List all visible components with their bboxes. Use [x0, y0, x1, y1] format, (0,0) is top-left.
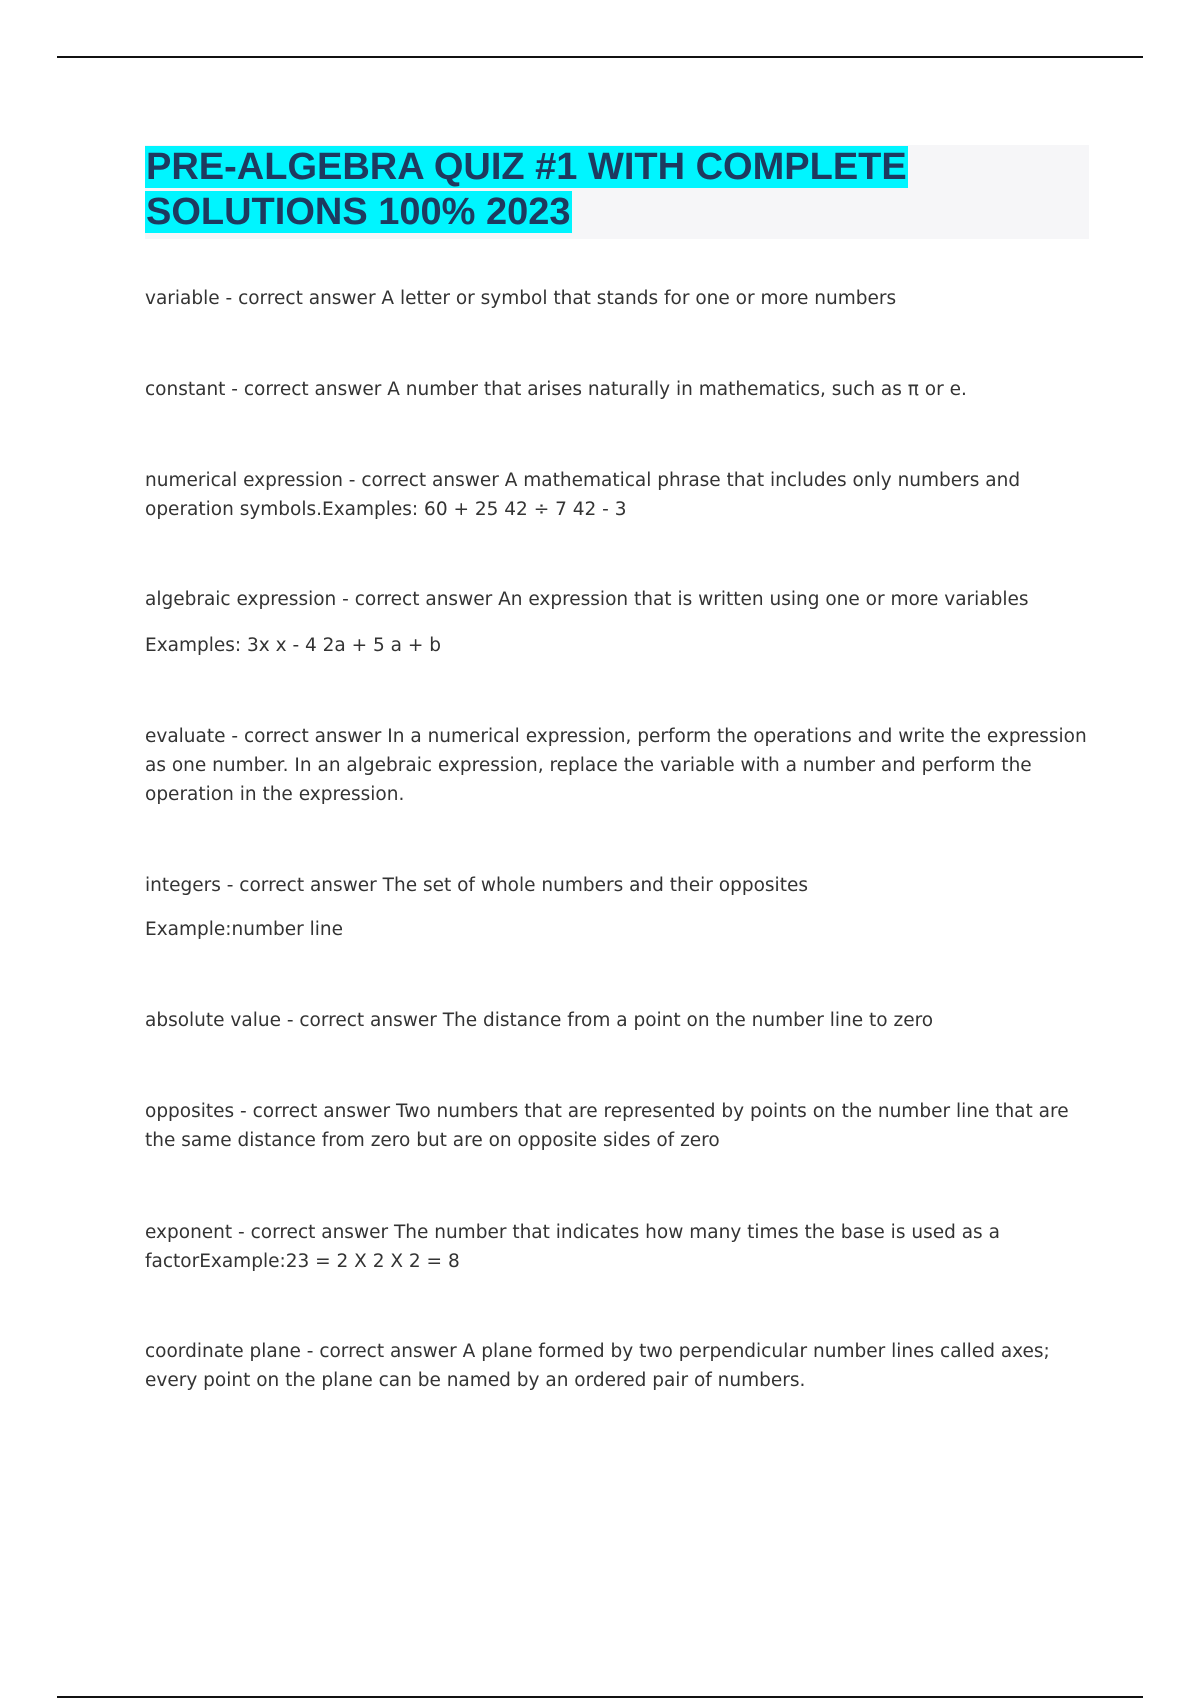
entry-exponent: exponent - correct answer The number that indicates how many times the base is used as a factorExample:23 = 2 X 2 X 2 = 8	[145, 1222, 1000, 1272]
entry-absolute-value: absolute value - correct answer The distance from a point on the number line to zero	[145, 1010, 934, 1031]
title-highlight: PRE-ALGEBRA QUIZ #1 WITH COMPLETE SOLUTIONS 100% 2023	[146, 146, 907, 233]
entry-algebraic-expression-example: Examples: 3x x - 4 2a + 5 a + b	[145, 635, 442, 656]
entry-constant: constant - correct answer A number that arises naturally in mathematics, such as π or e.	[145, 379, 967, 400]
entry-evaluate: evaluate - correct answer In a numerical expression, perform the operations and write the expression as one number. In an algebraic expression, replace the variable with a number and perform the operation in the expression.	[145, 726, 1087, 805]
entry-variable: variable - correct answer A letter or symbol that stands for one or more numbers	[145, 288, 897, 309]
document-title	[145, 145, 1089, 235]
entry-opposites: opposites - correct answer Two numbers that are represented by points on the number line that are the same distance from zero but are on opposite sides of zero	[145, 1101, 1069, 1151]
top-rule	[57, 56, 1143, 58]
entry-coordinate-plane: coordinate plane - correct answer A plane formed by two perpendicular number lines called axes; every point on the plane can be named by an ordered pair of numbers.	[145, 1341, 1050, 1391]
entry-numerical-expression: numerical expression - correct answer A mathematical phrase that includes only numbers and operation symbols.Examples: 60 + 25 42 ÷ 7 42 - 3	[145, 470, 1021, 520]
bottom-rule	[57, 1696, 1143, 1698]
entry-integers-example: Example:number line	[145, 919, 343, 940]
title-block	[145, 145, 1089, 239]
entry-algebraic-expression: algebraic expression - correct answer An expression that is written using one or more variables	[145, 589, 1029, 610]
entry-integers: integers - correct answer The set of whole numbers and their opposites	[145, 875, 808, 896]
